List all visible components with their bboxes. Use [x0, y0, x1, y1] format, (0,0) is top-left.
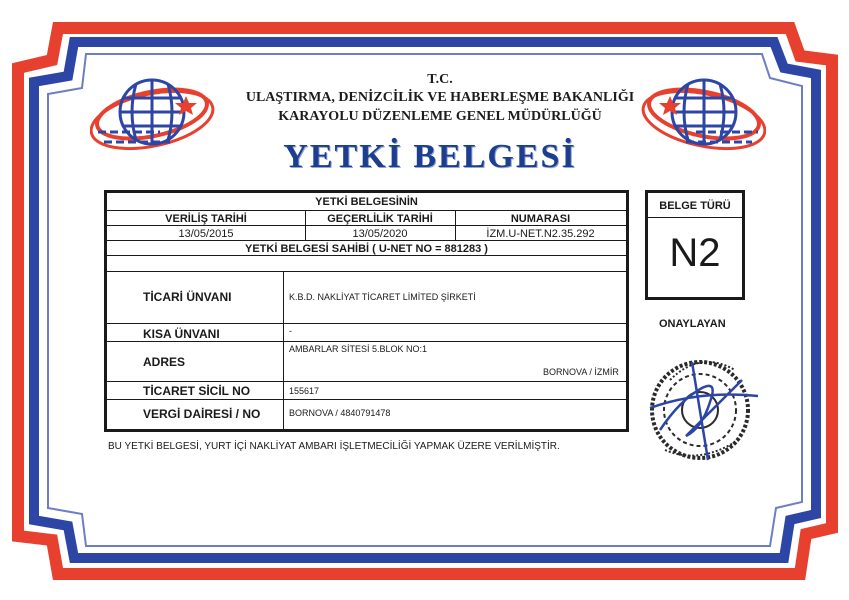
header-tc: T.C. [427, 72, 453, 87]
authorization-table [104, 190, 629, 432]
value-number: İZM.U-NET.N2.35.292 [486, 228, 595, 240]
value-trade-name: K.B.D. NAKLİYAT TİCARET LİMİTED ŞİRKETİ [289, 292, 476, 302]
column-number: NUMARASI [510, 213, 571, 225]
label-address: ADRES [143, 355, 186, 369]
document-title: YETKİ BELGESİ [283, 138, 577, 175]
certificate-type-title: BELGE TÜRÜ [659, 200, 731, 212]
label-registry-no: TİCARET SİCİL NO [143, 384, 251, 398]
header-directorate: KARAYOLU DÜZENLEME GENEL MÜDÜRLÜĞÜ [278, 109, 602, 124]
label-short-name: KISA ÜNVANI [143, 327, 220, 341]
official-stamp [640, 340, 770, 470]
value-address: AMBARLAR SİTESİ 5.BLOK NO:1 [289, 344, 428, 354]
column-issue-date: VERİLİŞ TARİHİ [165, 213, 247, 225]
value-address-city: BORNOVA / İZMİR [543, 367, 619, 377]
holder-title: YETKİ BELGESİ SAHİBİ ( U-NET NO = 881283 ) [245, 243, 488, 255]
header-ministry: ULAŞTIRMA, DENİZCİLİK VE HABERLEŞME BAKANLIĞI [245, 90, 635, 105]
value-tax-office: BORNOVA / 4840791478 [289, 408, 391, 418]
approver-label: ONAYLAYAN [659, 318, 726, 330]
value-issue-date: 13/05/2015 [178, 228, 234, 240]
value-registry-no: 155617 [289, 386, 320, 396]
label-tax-office: VERGİ DAİRESİ / NO [143, 407, 261, 421]
label-trade-name: TİCARİ ÜNVANI [143, 290, 232, 304]
value-short-name: - [289, 326, 292, 336]
certificate-type-box [645, 190, 745, 300]
column-validity-date: GEÇERLİLİK TARİHİ [327, 213, 433, 225]
table-section-title: YETKİ BELGESİNİN [315, 196, 418, 208]
certificate-type-value: N2 [669, 231, 721, 275]
value-validity-date: 13/05/2020 [352, 228, 408, 240]
footer-note: BU YETKİ BELGESİ, YURT İÇİ NAKLİYAT AMBARI İŞLETMECİLİĞİ YAPMAK ÜZERE VERİLMİŞTİR. [108, 441, 560, 452]
